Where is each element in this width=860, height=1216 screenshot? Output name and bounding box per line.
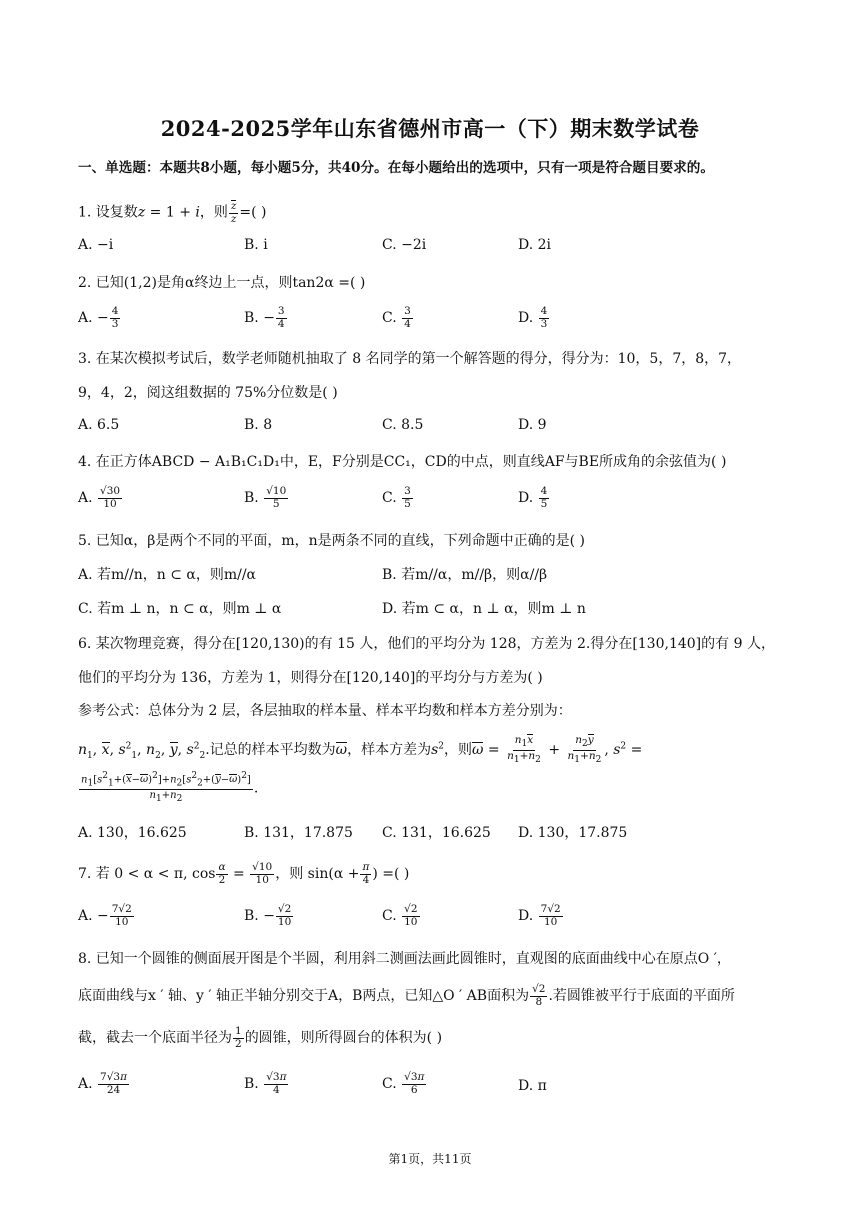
q5-option-b: B. 若m//α，m//β，则α//β [382,567,548,583]
q8-option-d: D. π [518,1078,547,1094]
question-6-formula-intro: 参考公式：总体分为 2 层，各层抽取的样本量、样本平均数和样本方差分别为： [78,703,572,719]
question-6-line-1: 6. 某次物理竞赛，得分在[120,130)的有 15 人，他们的平均分为 128，方差为 2.得分在[130,140]的有 9 人， [78,636,775,652]
question-8-line-3: 截，截去一个底面半径为 $\frac{1}{2}$ 的圆锥，则所得圆台的体积为( ) [78,1025,443,1050]
question-6-line-2: 他们的平均分为 136，方差为 1，则得分在[120,140]的平均分与方差为( ) [78,670,543,686]
q6-option-a: A. 130，16.625 [78,825,187,841]
section-heading: 一、单选题：本题共8小题，每小题5分，共40分。在每小题给出的选项中，只有一项是符合题目要求的。 [78,160,714,176]
question-6-formula-line-2: $\frac{n_1[s^2_1+(x-\omega)^2]+n_2[s^2_2+(y-\omega)^2]}{n_1+n_2}$ . [81,771,259,805]
q7-option-a: A. − $\frac{7√2}{10}$ [78,903,132,928]
q6-option-c: C. 131，16.625 [382,825,491,841]
q5-option-c: C. 若m ⊥ n，n ⊂ α，则m ⊥ α [78,601,282,617]
q8-option-b: B. $\frac{√3\pi}{4}$ [244,1071,287,1096]
q3-option-c: C. 8.5 [382,417,424,433]
q3-option-a: A. 6.5 [78,417,120,433]
q7-option-b: B. − $\frac{√2}{10}$ [244,903,292,928]
question-2-stem: 2. 已知(1,2)是角α终边上一点，则tan2α =( ) [78,275,366,291]
q3-option-b: B. 8 [244,417,273,433]
q8-option-a: A. $\frac{7√3\pi}{24}$ [78,1071,127,1096]
question-3-line-1: 3. 在某次模拟考试后，数学老师随机抽取了 8 名同学的第一个解答题的得分，得分为：10，5，7，8，7， [78,351,742,367]
q1-option-d: D. 2i [518,237,552,253]
q1-option-a: A. −i [78,237,114,253]
q1-option-c: C. −2i [382,237,427,253]
q4-option-d: D. $\frac{4}{5}$ [518,485,548,510]
question-5-stem: 5. 已知α，β是两个不同的平面，m，n是两条不同的直线，下列命题中正确的是( ) [78,533,586,549]
q2-option-b: B. − $\frac{3}{4}$ [244,305,285,330]
question-4-stem: 4. 在正方体ABCD − A₁B₁C₁D₁中，E，F分别是CC₁，CD的中点，则直线AF与BE所成角的余弦值为( ) [78,454,727,470]
q8-option-c: C. $\frac{√3\pi}{6}$ [382,1071,425,1096]
q4-option-c: C. $\frac{3}{5}$ [382,485,411,510]
q4-option-a: A. $\frac{√30}{10}$ [78,485,121,510]
q7-option-d: D. $\frac{7√2}{10}$ [518,903,561,928]
q6-option-d: D. 130，17.875 [518,825,628,841]
q5-option-a: A. 若m//n，n ⊂ α，则m//α [78,567,257,583]
question-6-formula-line-1: $n_1$, x, $s^2_1$, $n_2$, y, $s^2_2$.记总的样本平均数为ω，样本方差为$s^2$，则ω = $\frac{n_1x}{n_1+n_2}$ + $\frac{n_2y}{n_1+n_2}$ , $s^2$ = [78,734,643,766]
q7-option-c: C. $\frac{√2}{10}$ [382,903,418,928]
q2-option-a: A. − $\frac{4}{3}$ [78,305,119,330]
question-8-line-1: 8. 已知一个圆锥的侧面展开图是个半圆，利用斜二测画法画此圆锥时，直观图的底面曲线中心在原点O ′， [78,951,731,967]
q1-option-b: B. i [244,237,268,253]
q4-option-b: B. $\frac{√10}{5}$ [244,485,287,510]
q2-option-c: C. $\frac{3}{4}$ [382,305,411,330]
page-title: 2024-2025学年山东省德州市高一（下）期末数学试卷 [160,116,700,141]
q5-option-d: D. 若m ⊂ α，n ⊥ α，则m ⊥ n [382,601,586,617]
page-footer: 第1页，共11页 [388,1152,472,1166]
question-8-line-2: 底面曲线与x ′ 轴、y ′ 轴正半轴分别交于A，B两点，已知△O ′ AB面积为 $\frac{√2}{8}$ .若圆锥被平行于底面的平面所 [78,983,735,1008]
q3-option-d: D. 9 [518,417,547,433]
q2-option-d: D. $\frac{4}{3}$ [518,305,548,330]
question-3-line-2: 9，4，2，阅这组数据的 75%分位数是( ) [78,385,338,401]
q6-option-b: B. 131，17.875 [244,825,353,841]
question-1-stem: 1. 设复数z = 1 + i，则 $\frac{z}{z}$ =( ) [78,200,267,225]
question-7-stem: 7. 若 0 < α < π, cos $\frac{\alpha}{2}$ = $\frac{√10}{10}$ ，则 sin(α + $\frac{\pi}{4}$ ) =( ) [78,861,410,886]
